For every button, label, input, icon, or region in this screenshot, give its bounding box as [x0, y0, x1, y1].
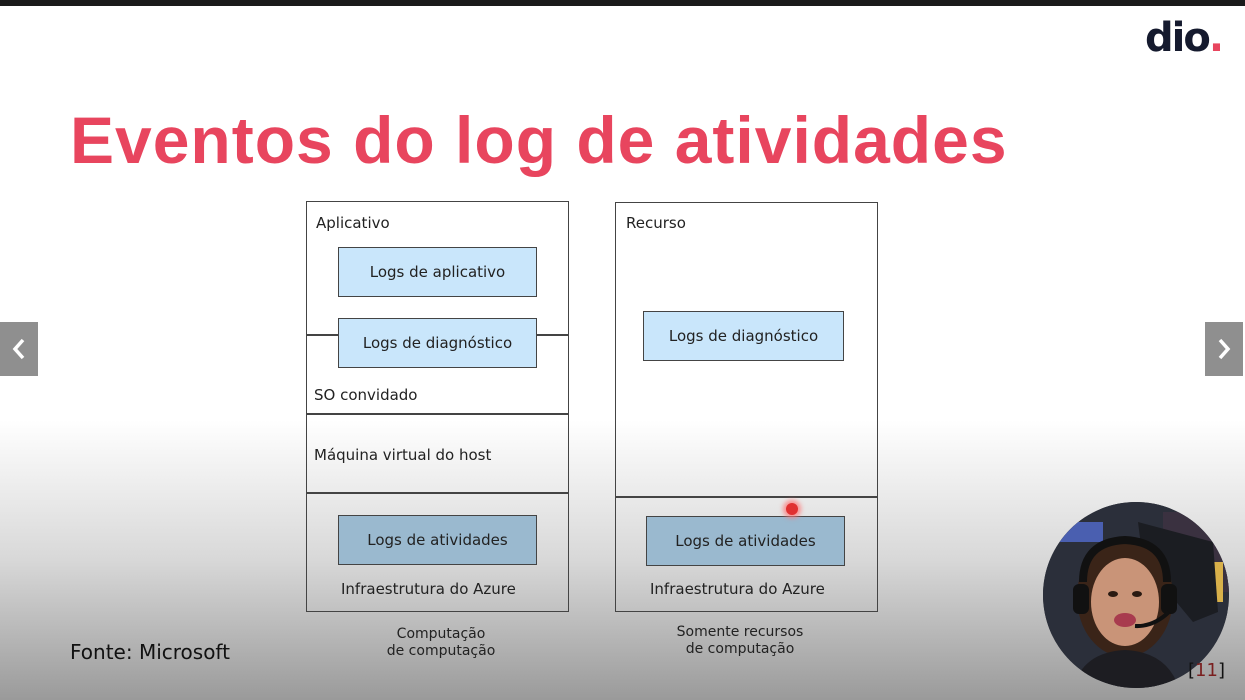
non-compute-caption-line2: de computação — [685, 641, 795, 657]
azure-infra-label-right: Infraestrutura do Azure — [650, 580, 825, 598]
diagnostic-logs-box-right: Logs de diagnóstico — [643, 311, 844, 361]
chevron-left-icon — [11, 337, 27, 361]
compute-caption — [356, 626, 526, 660]
diagnostic-logs-box: Logs de diagnóstico — [338, 318, 537, 368]
next-slide-button[interactable] — [1205, 322, 1243, 376]
application-label: Aplicativo — [316, 214, 390, 232]
laser-pointer — [786, 503, 798, 515]
app-logs-box: Logs de aplicativo — [338, 247, 537, 297]
activity-logs-box-right: Logs de atividades — [646, 516, 845, 566]
source-text: Fonte: Microsoft — [70, 640, 230, 664]
resource-label: Recurso — [626, 214, 686, 232]
host-vm-label: Máquina virtual do host — [314, 446, 492, 464]
compute-caption-line2: de computação — [386, 643, 496, 659]
non-compute-caption — [655, 624, 825, 658]
dio-logo: dio. — [1145, 15, 1223, 61]
activity-logs-box: Logs de atividades — [338, 515, 537, 565]
azure-infra-label: Infraestrutura do Azure — [341, 580, 516, 598]
non-compute-caption-line1: Somente recursos — [676, 624, 804, 640]
slide-number: [11] — [1188, 660, 1225, 681]
compute-caption-line1: Computação — [396, 626, 486, 642]
window-top-edge — [0, 0, 1245, 6]
guest-os-label: SO convidado — [314, 386, 418, 404]
chevron-right-icon — [1216, 337, 1232, 361]
prev-slide-button[interactable] — [0, 322, 38, 376]
slide-title: Eventos do log de atividades — [70, 103, 1008, 177]
